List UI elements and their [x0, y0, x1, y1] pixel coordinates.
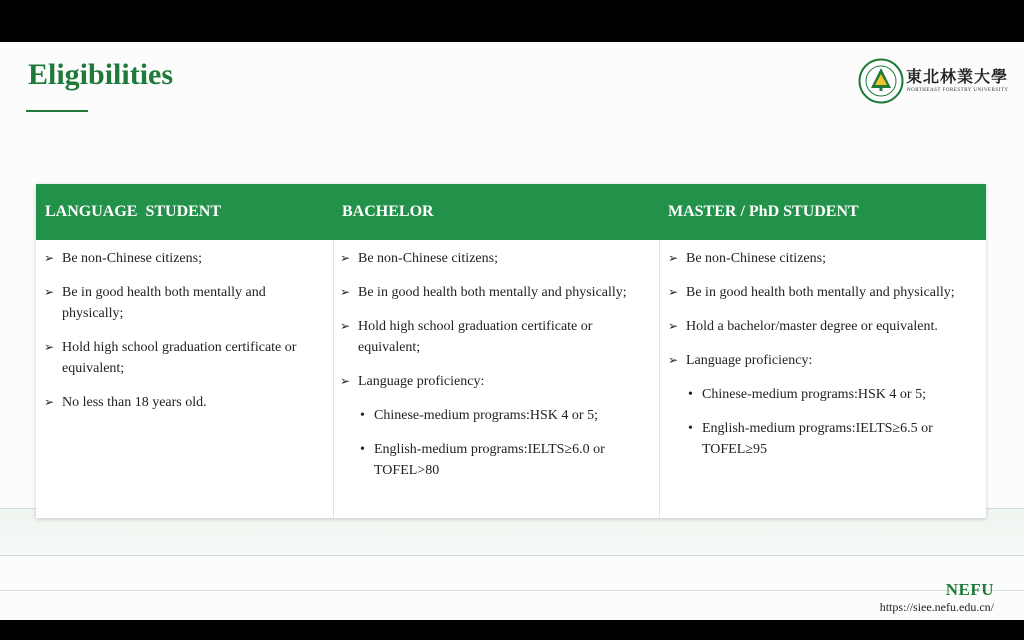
- column-divider: [659, 240, 660, 518]
- arrow-bullet-icon: ➢: [340, 285, 351, 299]
- column-master-phd: [668, 248, 978, 473]
- arrow-bullet-icon: ➢: [340, 319, 351, 333]
- background-line: [0, 590, 1024, 591]
- dot-bullet-icon: •: [360, 442, 365, 457]
- sub-list-item: • Chinese-medium programs:HSK 4 or 5;: [340, 405, 655, 426]
- university-logo: [858, 58, 1008, 106]
- list-item: ➢ Hold a bachelor/master degree or equivalent.: [668, 316, 978, 337]
- arrow-bullet-icon: ➢: [668, 251, 679, 265]
- eligibility-table: [36, 184, 986, 518]
- list-item: ➢ Be in good health both mentally and physically;: [340, 282, 655, 303]
- header-bachelor: BACHELOR: [342, 203, 434, 220]
- title-underline: [26, 110, 88, 112]
- header-language-student: LANGUAGE STUDENT: [45, 203, 222, 220]
- list-item: ➢ Be in good health both mentally and physically;: [668, 282, 978, 303]
- arrow-bullet-icon: ➢: [668, 285, 679, 299]
- table-header: [36, 184, 986, 240]
- university-seal-icon: [858, 58, 904, 104]
- arrow-bullet-icon: ➢: [44, 395, 55, 409]
- list-item: ➢ Language proficiency:: [340, 371, 655, 392]
- footer-url[interactable]: https://siee.nefu.edu.cn/: [879, 600, 994, 614]
- column-language-student: [44, 248, 329, 426]
- footer-brand: NEFU: [945, 580, 994, 599]
- arrow-bullet-icon: ➢: [44, 251, 55, 265]
- header-master-phd: MASTER / PhD STUDENT: [668, 203, 859, 220]
- list-item: ➢ No less than 18 years old.: [44, 392, 329, 413]
- list-item: ➢ Be non-Chinese citizens;: [668, 248, 978, 269]
- slide: [0, 42, 1024, 620]
- arrow-bullet-icon: ➢: [668, 353, 679, 367]
- list-item: ➢ Be non-Chinese citizens;: [44, 248, 329, 269]
- sub-list-item: • English-medium programs:IELTS≥6.0 or TOFEL>80: [340, 439, 655, 481]
- list-item: ➢ Be non-Chinese citizens;: [340, 248, 655, 269]
- arrow-bullet-icon: ➢: [44, 340, 55, 354]
- dot-bullet-icon: •: [688, 421, 693, 436]
- sub-list-item: • Chinese-medium programs:HSK 4 or 5;: [668, 384, 978, 405]
- dot-bullet-icon: •: [360, 408, 365, 423]
- column-divider: [333, 240, 334, 518]
- sub-list-item: • English-medium programs:IELTS≥6.5 or TOFEL≥95: [668, 418, 978, 460]
- list-item: ➢ Hold high school graduation certificate or equivalent;: [44, 337, 329, 379]
- arrow-bullet-icon: ➢: [340, 374, 351, 388]
- list-item: ➢ Language proficiency:: [668, 350, 978, 371]
- arrow-bullet-icon: ➢: [44, 285, 55, 299]
- list-item: ➢ Hold high school graduation certificate or equivalent;: [340, 316, 655, 358]
- logo-chinese-name: 東北林業大學: [906, 67, 1009, 86]
- logo-english-name: NORTHEAST FORESTRY UNIVERSITY: [907, 88, 1009, 93]
- arrow-bullet-icon: ➢: [668, 319, 679, 333]
- list-item: ➢ Be in good health both mentally and physically;: [44, 282, 329, 324]
- column-bachelor: [340, 248, 655, 494]
- slide-title: Eligibilities: [28, 58, 174, 91]
- dot-bullet-icon: •: [688, 387, 693, 402]
- arrow-bullet-icon: ➢: [340, 251, 351, 265]
